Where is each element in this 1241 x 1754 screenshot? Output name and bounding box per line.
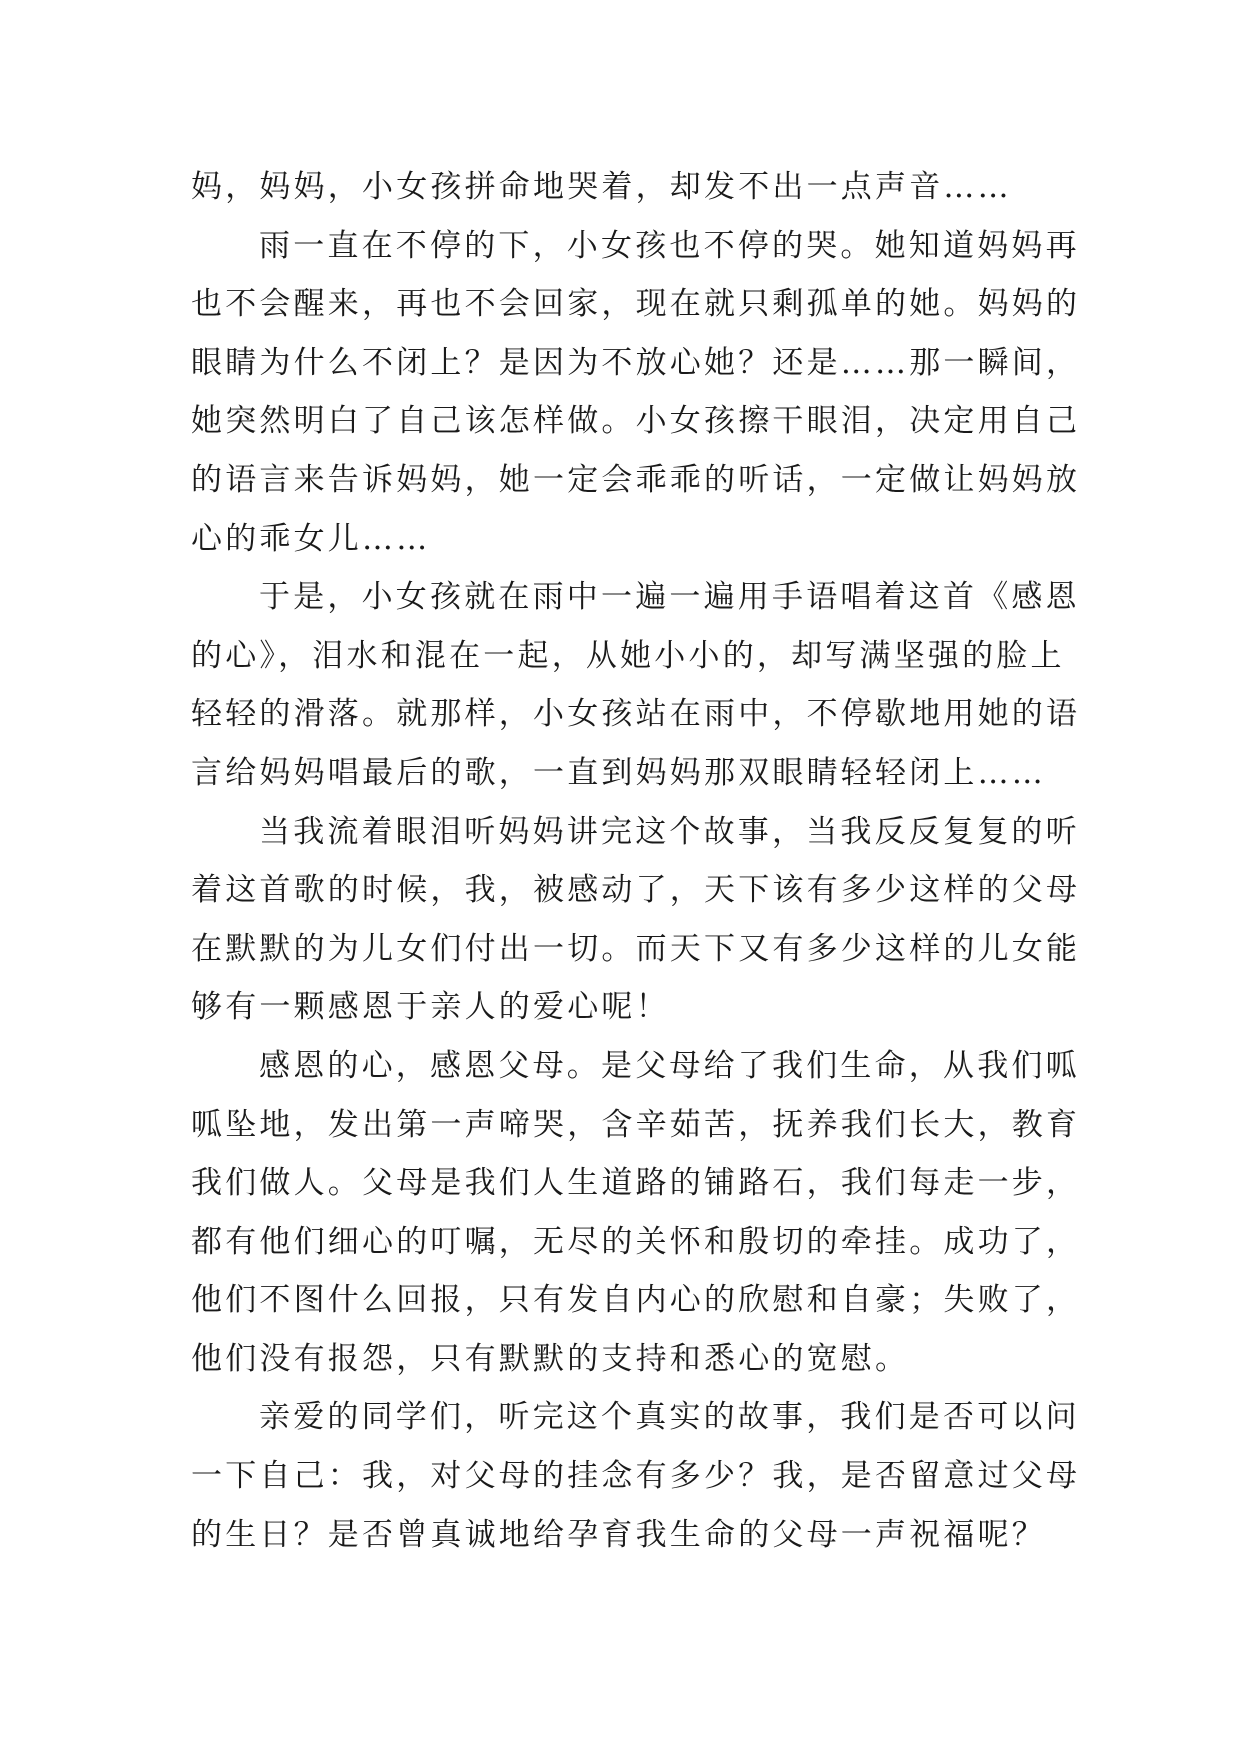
text-line: 雨一直在不停的下，小女孩也不停的哭。她知道妈妈再	[259, 227, 1080, 264]
text-line: 够有一颗感恩于亲人的爱心呢！	[191, 989, 670, 1026]
text-line: 他们不图什么回报，只有发自内心的欣慰和自豪；失败了，	[191, 1282, 1081, 1319]
text-line: 感恩的心，感恩父母。是父母给了我们生命，从我们呱	[259, 1047, 1080, 1084]
text-line: 于是，小女孩就在雨中一遍一遍用手语唱着这首《感恩	[259, 579, 1080, 616]
text-line: 当我流着眼泪听妈妈讲完这个故事，当我反反复复的听	[259, 813, 1080, 850]
text-line: 着这首歌的时候，我，被感动了，天下该有多少这样的父母	[191, 872, 1081, 909]
text-line: 心的乖女儿……	[191, 520, 431, 557]
text-line: 亲爱的同学们，听完这个真实的故事，我们是否可以问	[259, 1399, 1080, 1436]
text-line: 她突然明白了自己该怎样做。小女孩擦干眼泪，决定用自己	[191, 403, 1081, 440]
text-line: 都有他们细心的叮嘱，无尽的关怀和殷切的牵挂。成功了，	[191, 1223, 1081, 1260]
text-line: 一下自己：我，对父母的挂念有多少？我，是否留意过父母	[191, 1458, 1081, 1495]
text-line: 他们没有报怨，只有默默的支持和悉心的宽慰。	[191, 1340, 910, 1377]
text-line: 呱坠地，发出第一声啼哭，含辛茹苦，抚养我们长大，教育	[191, 1106, 1081, 1143]
text-line: 也不会醒来，再也不会回家，现在就只剩孤单的她。妈妈的	[191, 286, 1081, 323]
text-line: 言给妈妈唱最后的歌，一直到妈妈那双眼睛轻轻闭上……	[191, 754, 1046, 791]
body-text	[191, 158, 1081, 1564]
text-line: 轻轻的滑落。就那样，小女孩站在雨中，不停歇地用她的语	[191, 696, 1081, 733]
text-line: 的生日？是否曾真诚地给孕育我生命的父母一声祝福呢？	[191, 1516, 1046, 1553]
text-line: 眼睛为什么不闭上？是因为不放心她？还是……那一瞬间，	[191, 344, 1081, 381]
text-line: 在默默的为儿女们付出一切。而天下又有多少这样的儿女能	[191, 930, 1081, 967]
text-line: 我们做人。父母是我们人生道路的铺路石，我们每走一步，	[191, 1165, 1081, 1202]
text-line: 的语言来告诉妈妈，她一定会乖乖的听话，一定做让妈妈放	[191, 461, 1081, 498]
text-line: 的心》，泪水和混在一起，从她小小的，却写满坚强的脸上	[191, 637, 1065, 674]
text-line: 妈，妈妈，小女孩拼命地哭着，却发不出一点声音……	[191, 169, 1012, 205]
